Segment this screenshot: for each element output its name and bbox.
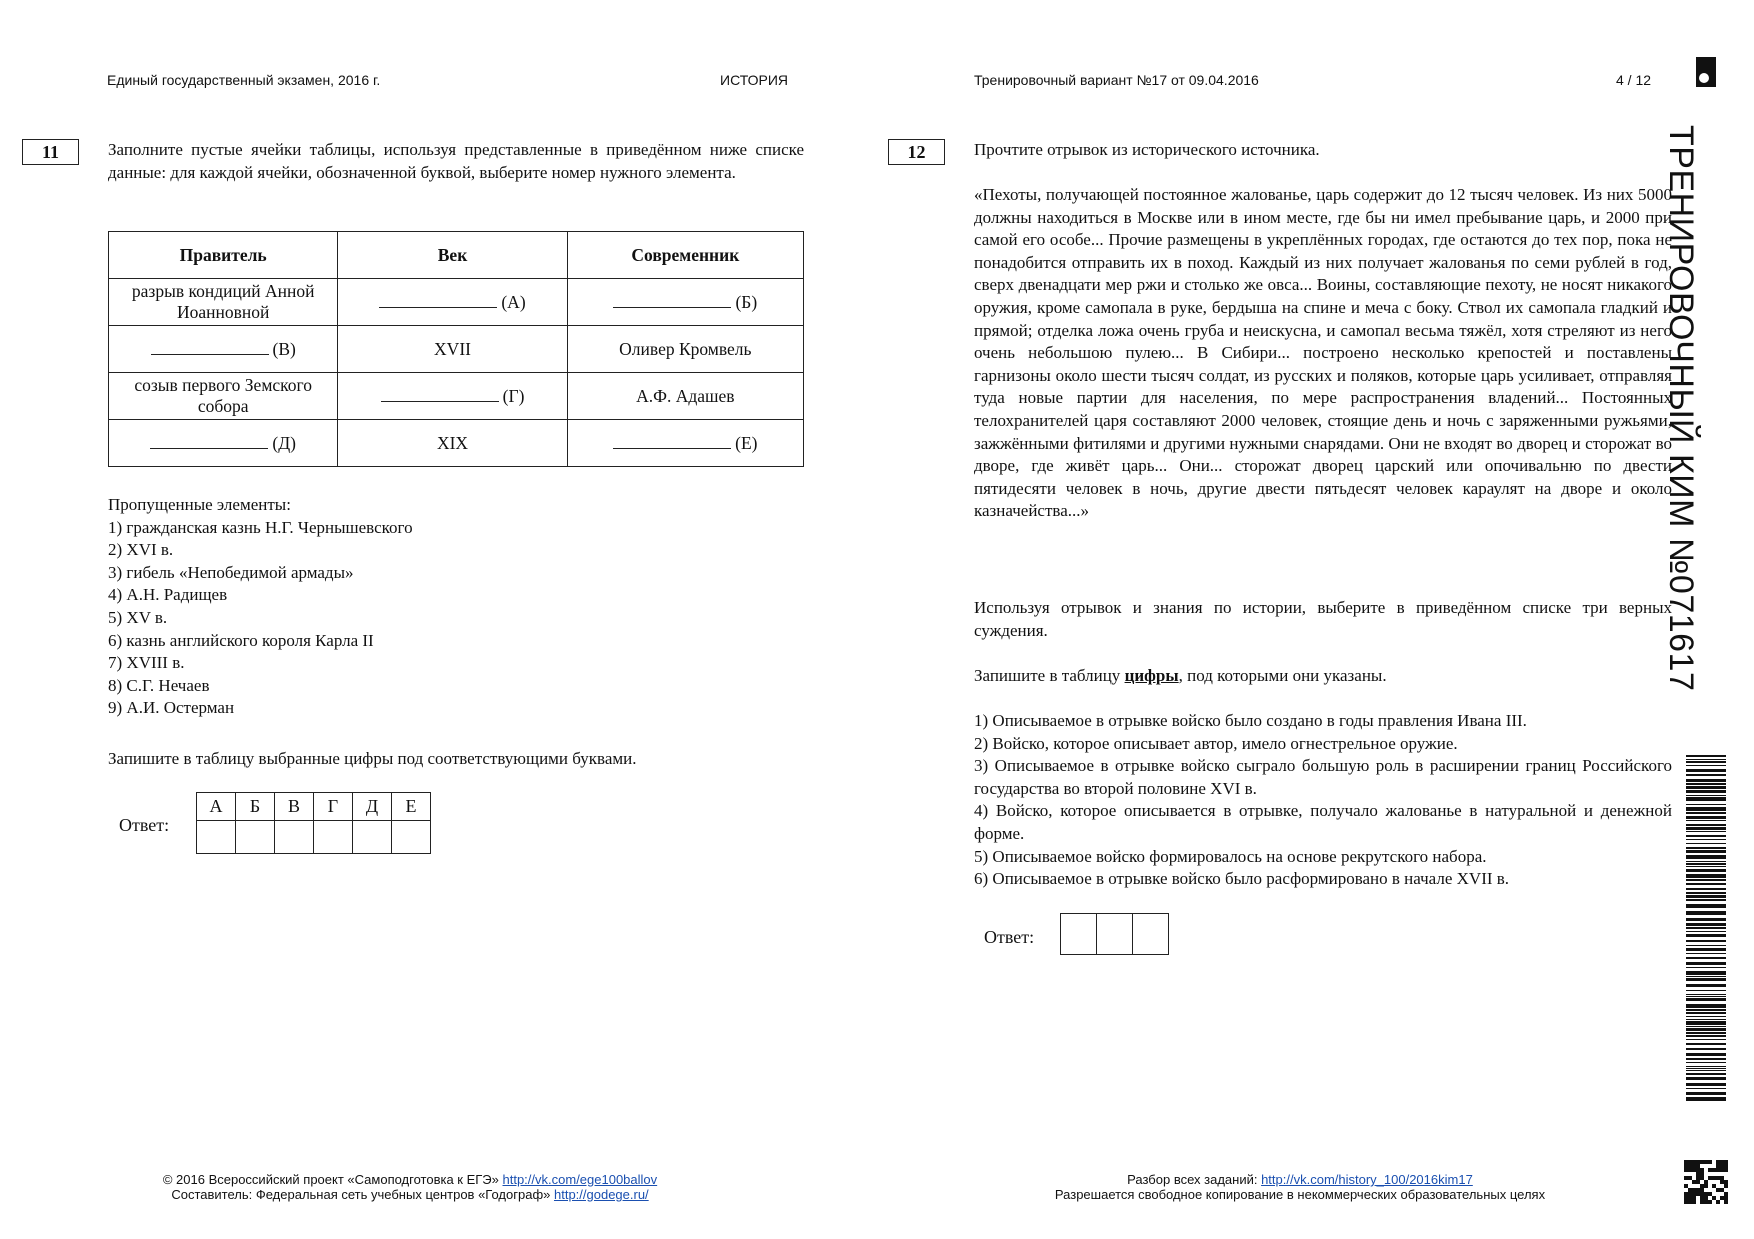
question-number-12: 12: [888, 139, 945, 165]
q12-answer-grid: [1060, 913, 1169, 955]
q12-options: [974, 710, 1672, 891]
list-item: 8) С.Г. Нечаев: [108, 675, 210, 695]
q11-cell-r4c1[interactable]: (Д): [109, 420, 338, 467]
q11-cell-r2c3: Оливер Кромвель: [567, 326, 803, 373]
q11-answer-cell-v[interactable]: [275, 821, 314, 854]
header-exam-title: Единый государственный экзамен, 2016 г.: [107, 72, 381, 88]
q11-table: [108, 231, 804, 467]
q12-source-text: «Пехоты, получающей постоянное жалованье, царь содержит до 12 тысяч человек. Из них 5000 должны находиться в Москве или в ином месте, где бы ни имел пребывание царь, и 2000 при самой его особе... Прочие размещены в укреплённых городах, где остаются до тех пор, пока не понадобится отправить их в поход. Каждый из них получает жалованья по семи рублей в год, сверх двенадцати мер ржи и столько же овса... Воины, составляющие пехоту, не носят никакого оружия, кроме самопала в руке, бердыша на спине и меча с боку. Ствол их самопала гладкий и прямой; отделка ложа очень груба и неискусна, и самопал весьма тяжёл, хотя стреляют из него очень небольшою пулею... В Сибири... построено несколько крепостей и поставлены гарнизоны около шести тысяч солдат, из русских и поляков, которые царь усиливает, отправляя туда новые партии для населения, по мере распространения владений... Постоянных телохранителей царя составляют 2000 человек, стоящие день и ночь с заряженными ружьями, зажжёнными фитилями и другими нужными снарядами. Они не входят во дворец и сторожат во дворе, где живёт царь... Они... сторожат дворец царский или опочивальню по двести пятидесяти человек в ночь, другие двести пятьдесят человек караулят на дворе и около казначейства...»: [974, 185, 1672, 521]
list-item: 5) Описываемое войско формировалось на основе рекрутского набора.: [974, 846, 1487, 866]
q11-answer-cell-d[interactable]: [353, 821, 392, 854]
q12-answer-cell-3[interactable]: [1133, 914, 1169, 955]
table-row: [109, 373, 804, 420]
q11-cell-r3c1: созыв первого Земского собора: [109, 373, 338, 420]
q11-answer-letter-a: А: [197, 793, 236, 821]
question-number-11: 11: [22, 139, 79, 165]
q11-cell-r1c1: разрыв кондиций Анной Иоанновной: [109, 279, 338, 326]
q11-cell-r3c2[interactable]: (Г): [338, 373, 567, 420]
q11-answer-letter-v: В: [275, 793, 314, 821]
q11-cell-r2c2: XVII: [338, 326, 567, 373]
list-item: 6) казнь английского короля Карла II: [108, 630, 374, 650]
q12-answer-label: Ответ:: [984, 927, 1035, 947]
footer-right: Разбор всех заданий: http://vk.com/history_100/2016kim17 Разрешается свободное копирование в некоммерческих образовательных целях: [1054, 1172, 1546, 1202]
q12-task: Используя отрывок и знания по истории, выберите в приведённом списке три верных суждения.: [974, 598, 1672, 640]
list-item: 6) Описываемое в отрывке войско было расформировано в начале XVII в.: [974, 869, 1510, 889]
q11-answer-grid: [196, 792, 431, 854]
q11-answer-cell-a[interactable]: [197, 821, 236, 854]
q11-cell-r1c3[interactable]: (Б): [567, 279, 803, 326]
q11-header-ruler: Правитель: [109, 232, 338, 279]
list-item: 4) А.Н. Радищев: [108, 585, 228, 605]
list-item: 3) Описываемое в отрывке войско сыграло большую роль в расширении границ Российского государства во второй половине XVI в.: [974, 756, 1672, 798]
q11-answer-cell-g[interactable]: [314, 821, 353, 854]
list-item: 5) XV в.: [108, 607, 168, 627]
list-item: 9) А.И. Остерман: [108, 698, 235, 718]
q11-cell-r2c1[interactable]: (В): [109, 326, 338, 373]
barcode-icon: [1686, 755, 1726, 1103]
list-item: 2) XVI в.: [108, 540, 174, 560]
q12-intro: Прочтите отрывок из исторического источника.: [974, 140, 1320, 159]
list-item: 1) Описываемое в отрывке войско было создано в годы правления Ивана III.: [974, 711, 1527, 730]
header-variant: Тренировочный вариант №17 от 09.04.2016: [974, 72, 1259, 88]
corner-marker-icon: [1696, 57, 1716, 87]
table-row: [109, 326, 804, 373]
q11-header-century: Век: [338, 232, 567, 279]
list-item: 7) XVIII в.: [108, 653, 185, 673]
q12-write-instruction: Запишите в таблицу цифры, под которыми они указаны.: [974, 666, 1387, 685]
q11-missing-list: [108, 494, 768, 720]
q11-instruction: Запишите в таблицу выбранные цифры под соответствующими буквами.: [108, 749, 637, 768]
q12-answer-cell-2[interactable]: [1097, 914, 1133, 955]
q11-cell-r3c3: А.Ф. Адашев: [567, 373, 803, 420]
side-vertical-title: ТРЕНИРОВОЧНЫЙ КИМ №071617: [1662, 125, 1700, 692]
q11-answer-letter-b: Б: [236, 793, 275, 821]
footer-link-vk-ege[interactable]: http://vk.com/ege100ballov: [502, 1172, 658, 1187]
q11-cell-r1c2[interactable]: (А): [338, 279, 567, 326]
q11-answer-cell-b[interactable]: [236, 821, 275, 854]
header-page-number: 4 / 12: [1616, 72, 1652, 88]
q11-missing-title: Пропущенные элементы:: [108, 495, 291, 514]
footer-link-godege[interactable]: http://godege.ru/: [553, 1187, 649, 1202]
q11-answer-letter-g: Г: [314, 793, 353, 821]
q11-cell-r4c3[interactable]: (Е): [567, 420, 803, 467]
table-row: [109, 279, 804, 326]
qr-code-icon: [1684, 1160, 1728, 1204]
q11-header-contemporary: Современник: [567, 232, 803, 279]
list-item: 2) Войско, которое описывает автор, имело огнестрельное оружие.: [974, 733, 1458, 753]
q11-intro: Заполните пустые ячейки таблицы, используя представленные в приведённом ниже списке данные: для каждой ячейки, обозначенной буквой, выберите номер нужного элемента.: [108, 140, 804, 182]
q11-answer-letter-e: Е: [392, 793, 431, 821]
table-row: [109, 420, 804, 467]
q12-answer-cell-1[interactable]: [1061, 914, 1097, 955]
list-item: 3) гибель «Непобедимой армады»: [108, 562, 354, 582]
q11-answer-label: Ответ:: [119, 815, 170, 835]
q11-answer-letter-d: Д: [353, 793, 392, 821]
footer-link-history[interactable]: http://vk.com/history_100/2016kim17: [1261, 1172, 1473, 1187]
q11-answer-cell-e[interactable]: [392, 821, 431, 854]
list-item: 1) гражданская казнь Н.Г. Чернышевского: [108, 517, 413, 537]
header-subject: ИСТОРИЯ: [720, 72, 789, 88]
q11-cell-r4c2: XIX: [338, 420, 567, 467]
list-item: 4) Войско, которое описывается в отрывке, получало жалованье в натуральной и денежной форме.: [974, 801, 1672, 843]
footer-left: © 2016 Всероссийский проект «Самоподготовка к ЕГЭ» http://vk.com/ege100ballov Составитель: Федеральная сеть учебных центров «Годограф» http://godege.ru/: [162, 1172, 658, 1202]
